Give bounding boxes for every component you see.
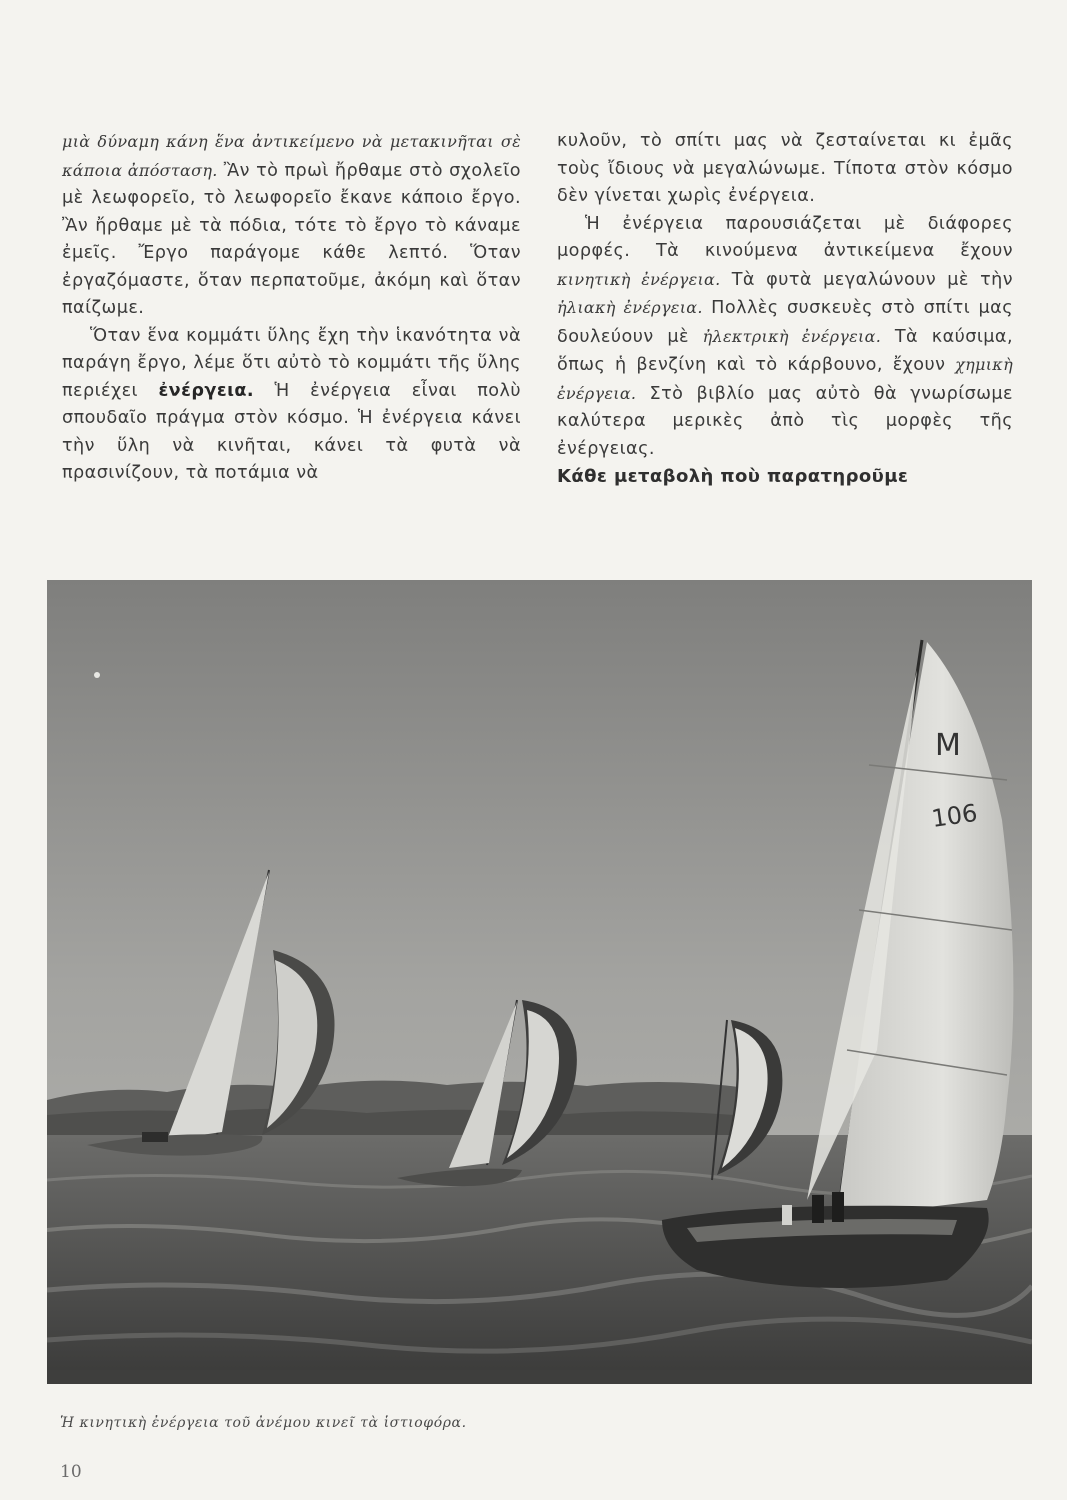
paragraph-energy-definition bbox=[62, 323, 521, 488]
page-number: 10 bbox=[60, 1462, 82, 1482]
sail-number: 106 bbox=[929, 798, 980, 833]
paragraph-work bbox=[62, 128, 521, 323]
italic-electric-energy: ἠλεκτρικὴ ἐνέργεια. bbox=[702, 326, 882, 346]
section-subheading: Κάθε μεταβολὴ ποὺ παρατηροῦμε bbox=[557, 466, 909, 487]
paragraph-text: Πολλὲς συσκευὲς στὸ σπίτι μας δουλεύουν μὲ bbox=[557, 298, 1013, 347]
paragraph-text: Ἂν τὸ πρωὶ ἤρθαμε στὸ σχολεῖο μὲ λεωφορεῖο, τὸ λεωφορεῖο ἔκανε κάποιο ἔργο. Ἂν ἤρθαμε μὲ τὰ πόδια, τότε τὸ ἔργο τὸ κάναμε ἐμεῖς. Ἔργο παράγομε κάθε λεπτό. Ὅταν ἐργαζόμαστε, ὅταν περπατοῦμε, ἀκόμη καὶ ὅταν παίζωμε. bbox=[62, 160, 521, 318]
paragraph-text: Στὸ βιβλίο μας αὐτὸ θὰ γνωρίσωμε καλύτερα μερικὲς ἀπὸ τὶς μορφὲς τῆς ἐνέργειας. bbox=[557, 383, 1013, 459]
sailboats-illustration bbox=[47, 580, 1032, 1384]
paragraph-text: κυλοῦν, τὸ σπίτι μας νὰ ζεσταίνεται κι ἐμᾶς τοὺς ἴδιους νὰ μεγαλώνωμε. Τίποτα στὸν κόσμο δὲν γίνεται χωρὶς ἐνέργεια. bbox=[557, 131, 1013, 206]
left-text-column bbox=[62, 128, 521, 488]
italic-solar-energy: ἡλιακὴ ἐνέργεια. bbox=[557, 298, 703, 317]
italic-phrase: μιὰ δύναμη κάνη ἕνα ἀντικείμενο νὰ μετακινῆται σὲ κάποια ἀπόσταση. bbox=[62, 132, 521, 180]
paragraph-energy-forms bbox=[557, 211, 1013, 464]
italic-kinetic-energy: κινητικὴ ἐνέργεια. bbox=[557, 269, 721, 289]
paragraph-text: Ὅταν ἕνα κομμάτι ὕλης ἔχη τὴν ἱκανότητα νὰ παράγη ἔργο, λέμε ὅτι αὐτὸ τὸ κομμάτι τῆς ὕλης περιέχει bbox=[62, 325, 521, 401]
paragraph-text: Ἡ ἐνέργεια παρουσιάζεται μὲ διάφορες μορφές. Τὰ κινούμενα ἀντικείμενα ἔχουν bbox=[557, 213, 1013, 261]
right-text-column bbox=[557, 128, 1013, 491]
paragraph-text: Τὰ φυτὰ μεγαλώνουν μὲ τὴν bbox=[720, 269, 1014, 290]
paragraph-text: Ἡ ἐνέργεια εἶναι πολὺ σπουδαῖο πράγμα στὸν κόσμο. Ἡ ἐνέργεια κάνει τὴν ὕλη νὰ κινῆται, κάνει τὰ φυτὰ νὰ πρασινίζουν, τὰ ποτάμια νὰ bbox=[62, 380, 521, 483]
paragraph-text: Τὰ καύσιμα, ὅπως ἡ βενζίνη καὶ τὸ κάρβουνο, ἔχουν bbox=[557, 326, 1013, 375]
paragraph-continuation bbox=[557, 128, 1013, 211]
photo-caption: Ἡ κινητικὴ ἐνέργεια τοῦ ἀνέμου κινεῖ τὰ ἱστιοφόρα. bbox=[60, 1415, 467, 1431]
bold-term-energy: ἐνέργεια. bbox=[158, 380, 255, 401]
sail-letter: M bbox=[935, 728, 961, 763]
sailboats-photo bbox=[47, 580, 1032, 1384]
italic-chemical-energy: χημικὴ ἐνέργεια. bbox=[557, 355, 1013, 403]
